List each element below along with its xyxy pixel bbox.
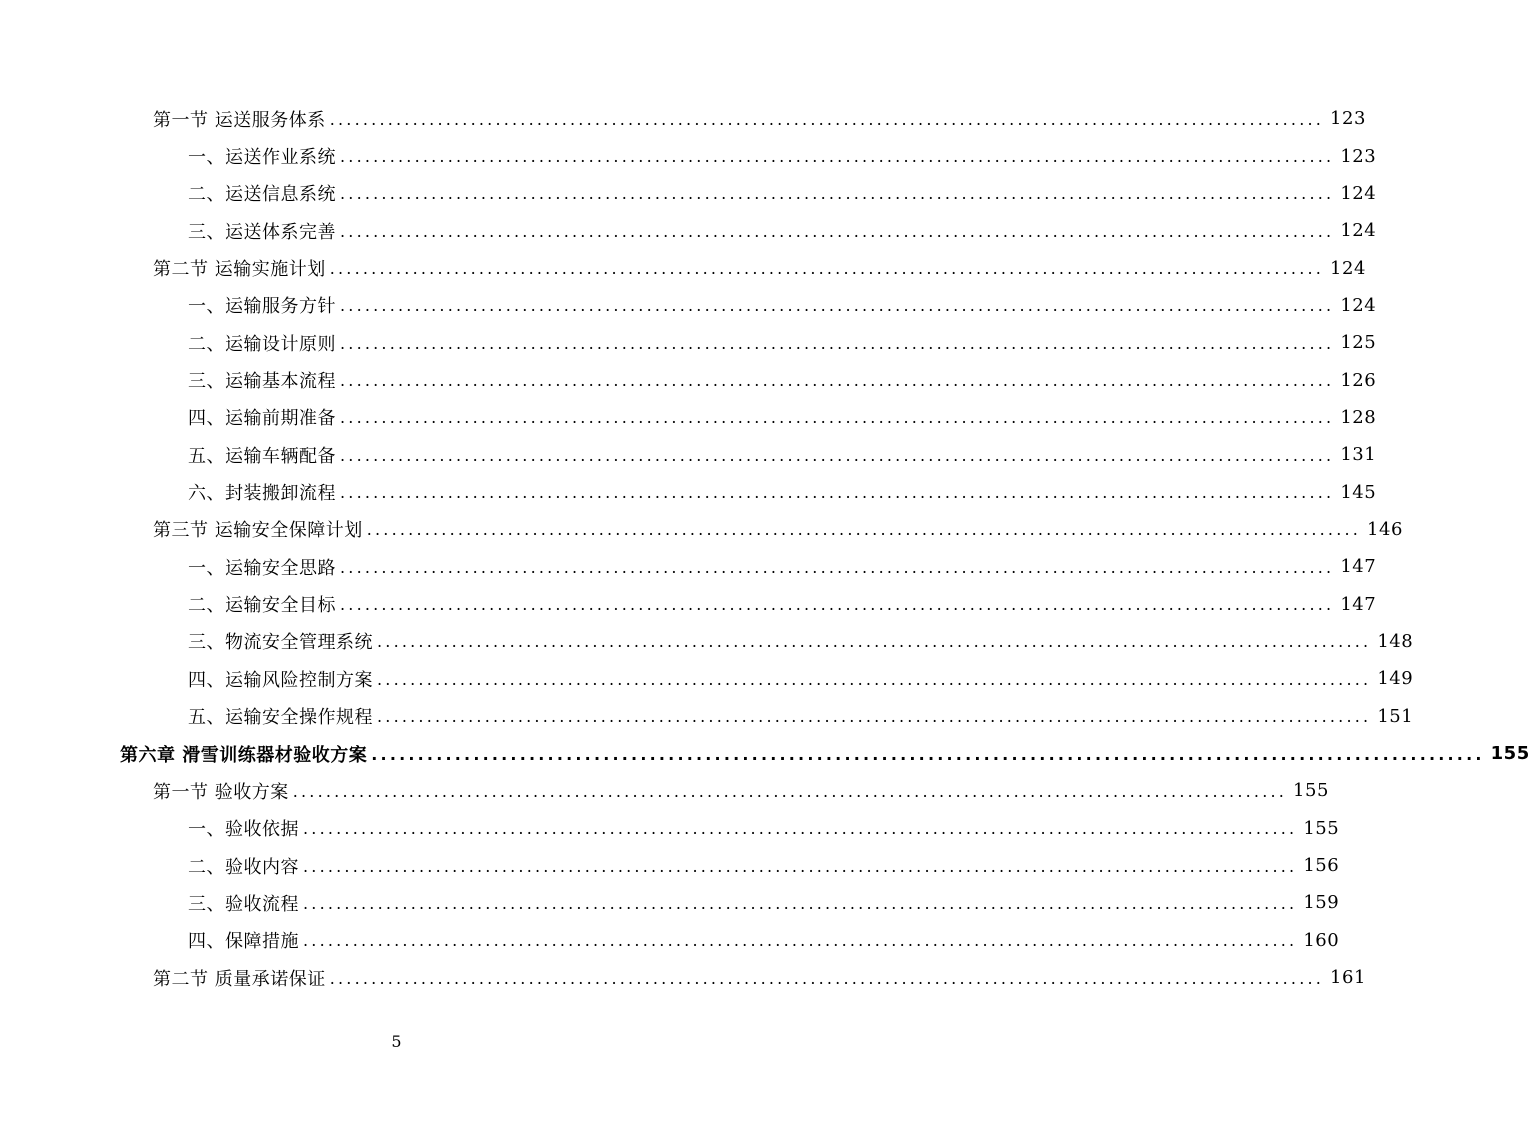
dot-leader: ........................................................................................................................ (340, 333, 1335, 353)
toc-entry-label: 四、运输前期准备 (188, 408, 336, 430)
toc-entry-label: 三、验收流程 (188, 893, 299, 915)
toc-entry-item[interactable] (0, 847, 1340, 884)
toc-entry-label: 六、封装搬卸流程 (188, 483, 336, 505)
toc-entry-page-number: 123 (1330, 108, 1366, 130)
toc-entry-page-number: 161 (1330, 967, 1366, 989)
dot-leader: ........................................................................................................................ (340, 557, 1335, 577)
toc-entry-label: 三、运送体系完善 (188, 221, 336, 243)
toc-entry-page-number: 155 (1490, 743, 1530, 765)
dot-leader: ........................................................................................................................ (329, 259, 1325, 279)
toc-entry-page-number: 155 (1293, 780, 1329, 802)
dot-leader: ........................................................................................................................ (303, 819, 1298, 839)
dot-leader: ........................................................................................................................ (366, 520, 1362, 540)
toc-entry-section[interactable] (0, 511, 1403, 548)
toc-entry-page-number: 128 (1340, 406, 1377, 428)
toc-entry-item[interactable] (0, 623, 1414, 660)
toc-entry-section[interactable] (0, 100, 1366, 137)
toc-entry-label: 一、运输服务方针 (188, 296, 336, 318)
toc-entry-page-number: 125 (1340, 332, 1377, 354)
dot-leader: ........................................................................................................................ (329, 968, 1325, 988)
toc-entry-page-number: 145 (1340, 481, 1377, 503)
toc-entry-item[interactable] (0, 585, 1377, 622)
toc-entry-page-number: 151 (1377, 705, 1414, 727)
dot-leader: ........................................................................................................................ (292, 781, 1288, 801)
toc-entry-label: 第六章 滑雪训练器材验收方案 (120, 744, 368, 766)
toc-entry-page-number: 155 (1303, 817, 1340, 839)
toc-entry-label: 二、验收内容 (188, 856, 299, 878)
toc-entry-page-number: 148 (1377, 630, 1414, 652)
toc-entry-item[interactable] (0, 660, 1414, 697)
toc-entry-item[interactable] (0, 399, 1377, 436)
toc-entry-label: 一、验收依据 (188, 819, 299, 841)
toc-entry-item[interactable] (0, 436, 1377, 473)
toc-entry-item[interactable] (0, 473, 1377, 510)
toc-entry-page-number: 124 (1340, 294, 1377, 316)
toc-entry-label: 三、物流安全管理系统 (188, 632, 373, 654)
toc-entry-item[interactable] (0, 548, 1377, 585)
dot-leader: ........................................................................................................................ (340, 371, 1335, 391)
toc-entry-label: 四、保障措施 (188, 931, 299, 953)
toc-entry-page-number: 124 (1340, 220, 1377, 242)
toc-entry-label: 二、运输设计原则 (188, 333, 336, 355)
toc-entry-page-number: 131 (1340, 444, 1377, 466)
toc-entry-label: 第三节 运输安全保障计划 (153, 520, 363, 542)
toc-entry-page-number: 146 (1367, 518, 1403, 540)
dot-leader: ........................................................................................................................ (303, 931, 1298, 951)
toc-entry-item[interactable] (0, 324, 1377, 361)
dot-leader: ........................................................................................................................ (329, 109, 1325, 129)
toc-entry-label: 第一节 验收方案 (153, 781, 289, 803)
dot-leader: ........................................................................................................................ (340, 408, 1335, 428)
dot-leader: ........................................................................................................................ (377, 707, 1372, 727)
toc-entry-page-number: 156 (1303, 855, 1340, 877)
dot-leader: ........................................................................................................................ (377, 669, 1372, 689)
toc-entry-label: 五、运输安全操作规程 (188, 707, 373, 729)
toc-entry-page-number: 147 (1340, 556, 1377, 578)
toc-entry-item[interactable] (0, 922, 1340, 959)
toc-entry-section[interactable] (0, 772, 1329, 809)
page-number: 5 (391, 1032, 402, 1051)
toc-entry-section[interactable] (0, 249, 1366, 286)
toc-entry-item[interactable] (0, 361, 1377, 398)
dot-leader: ........................................................................................................................ (340, 184, 1335, 204)
dot-leader: ........................................................................................................................ (340, 147, 1335, 167)
toc-entry-page-number: 149 (1377, 668, 1414, 690)
toc-entry-label: 二、运送信息系统 (188, 184, 336, 206)
dot-leader: ........................................................................................................................ (340, 296, 1335, 316)
toc-entry-item[interactable] (0, 137, 1377, 174)
toc-entry-page-number: 160 (1303, 929, 1340, 951)
toc-entry-item[interactable] (0, 287, 1377, 324)
toc-entry-item[interactable] (0, 884, 1340, 921)
dot-leader: ........................................................................................................................ (303, 893, 1298, 913)
toc-entry-page-number: 124 (1330, 257, 1366, 279)
toc-entry-item[interactable] (0, 212, 1377, 249)
toc-entry-label: 四、运输风险控制方案 (188, 669, 373, 691)
toc-entry-label: 二、运输安全目标 (188, 595, 336, 617)
toc-entry-page-number: 123 (1340, 145, 1377, 167)
toc-entry-section[interactable] (0, 959, 1366, 996)
toc-entry-page-number: 124 (1340, 182, 1377, 204)
dot-leader: ........................................................................................................................ (377, 632, 1372, 652)
toc-entry-page-number: 159 (1303, 892, 1340, 914)
toc-entry-item[interactable] (0, 698, 1414, 735)
toc-entry-label: 五、运输车辆配备 (188, 445, 336, 467)
toc-entry-item[interactable] (0, 810, 1340, 847)
toc-entry-label: 三、运输基本流程 (188, 371, 336, 393)
dot-leader: ........................................................................................................................ (340, 221, 1335, 241)
toc-entry-label: 一、运送作业系统 (188, 147, 336, 169)
dot-leader: ........................................................................................................................ (303, 856, 1298, 876)
toc-entry-label: 第二节 质量承诺保证 (153, 968, 326, 990)
dot-leader: ........................................................................................................................ (340, 445, 1335, 465)
dot-leader: ........................................................................................................................ (340, 483, 1335, 503)
dot-leader: ........................................................................................................................ (340, 595, 1335, 615)
table-of-contents (0, 100, 1530, 996)
toc-entry-page-number: 147 (1340, 593, 1377, 615)
dot-leader: ........................................................................................................................ (371, 744, 1485, 764)
toc-entry-label: 一、运输安全思路 (188, 557, 336, 579)
toc-entry-item[interactable] (0, 175, 1377, 212)
toc-entry-label: 第一节 运送服务体系 (153, 109, 326, 131)
toc-entry-label: 第二节 运输实施计划 (153, 259, 326, 281)
toc-entry-chapter[interactable] (0, 735, 1530, 772)
toc-entry-page-number: 126 (1340, 369, 1377, 391)
